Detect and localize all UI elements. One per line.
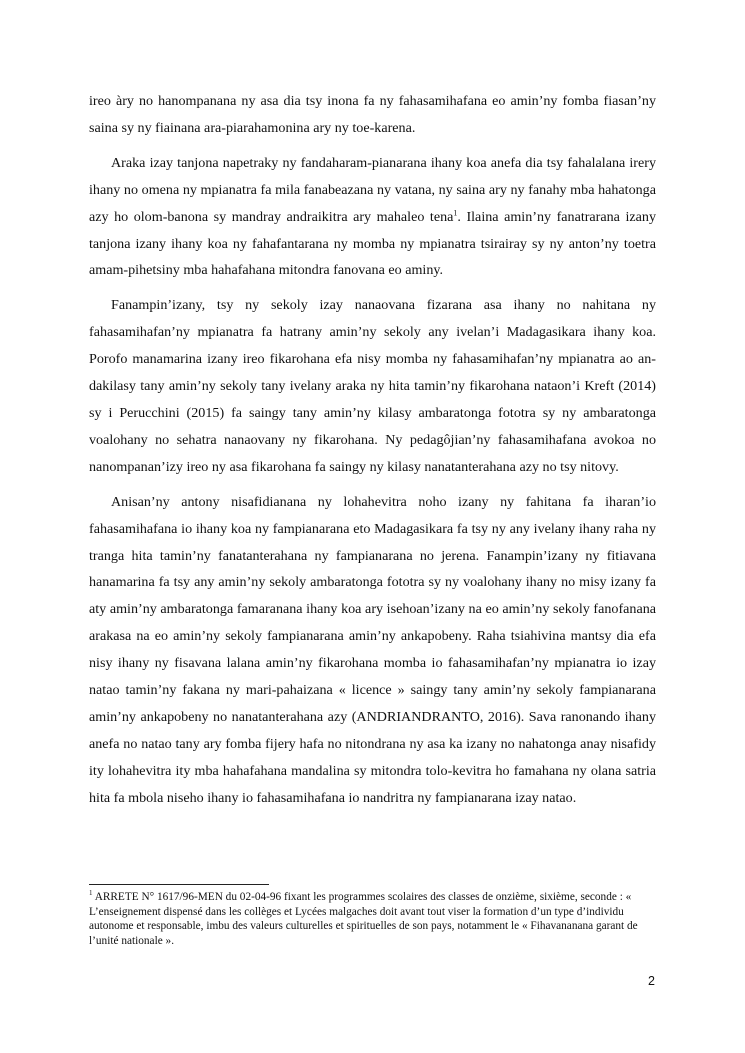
footnote [89,890,656,948]
paragraph-1: ireo àry no hanompanana ny asa dia tsy inona fa ny fahasamihafana eo amin’ny fomba fiasan’ny saina sy ny fiainana ara-piarahamonina ary ny toe-karena. [89,93,656,136]
footnote-marker: 1 [89,889,93,898]
paragraph-2-text-end: . Ilaina amin’ny fanatrarana izany tanjona izany ihany koa ny fahafantarana ny momba ny mpianatra tsirairay sy ny anton’ny toetra amam-pihetsiny mba hahafahana mitondra fanovana eo aminy. [89,208,656,279]
footnote-text: ARRETE N° 1617/96-MEN du 02-04-96 fixant les programmes scolaires des classes de onzième, sixième, seconde : « L’enseignement dispensé dans les collèges et Lycées malgaches doit avant tout viser la formation d’un type d’individu autonome et responsable, imbu des valeurs culturelles et spirituelles de son pays, notamment le « Fihavananana garant de l’unité nationale ». [89,891,638,947]
body-text [89,88,656,820]
footnote-separator [89,884,269,885]
paragraph-3: Fanampin’izany, tsy ny sekoly izay nanaovana fizarana asa ihany no nahitana ny fahasamihafan’ny mpianatra fa hatrany amin’ny sekoly any ivelan’i Madagasikara ihany koa. Porofo manamarina izany ireo fikarohana efa nisy momba ny fahasamihafan’ny mpianatra ao an-dakilasy tany amin’ny sekoly tany ivelany araka ny hita tamin’ny fikarohana nataon’i Kreft (2014) sy i Perucchini (2015) fa saingy tany amin’ny kilasy ambaratonga fototra sy ny ambaratonga voalohany no sehatra nanaovany ny fikarohana. Ny pedagôjian’ny fahasamihafana avokoa no nanompanan’izy ireo ny asa fikarohana fa saingy ny kilasy nanatanterahana azy no tsy nitovy. [89,297,656,475]
paragraph-2 [89,150,656,285]
page-number: 2 [648,974,655,988]
footnote-reference[interactable]: 1 [453,207,458,217]
paragraph-2-text-start: Araka izay tanjona napetraky ny fandaharam-pianarana ihany koa anefa dia tsy fahalalana irery ihany no omena ny mpianatra fa mila fanabeazana ny vatana, ny saina ary ny fanahy mba hahatonga azy ho olom-banona sy mandray andraikitra ary mahaleo tena [89,154,656,225]
paragraph-4: Anisan’ny antony nisafidianana ny lohahevitra noho izany ny fahitana fa iharan’io fahasamihafana io ihany koa ny fampianarana eto Madagasikara fa tsy ny any ivelany ihany raha ny tranga hita tamin’ny fanatanterahana ny fampianarana no jerena. Fanampin’izany ny fitiavana hanamarina fa tsy any amin’ny sekoly ambaratonga fototra sy ny voalohany ihany no misy izany fa aty amin’ny ambaratonga famaranana ihany koa ary isehoan’izany na eo amin’ny sekoly fanofanana arakasa na eo amin’ny sekoly fampianarana amin’ny ankapobeny. Raha tsiahivina mantsy dia efa nisy ihany ny fisavana lalana amin’ny fikarohana momba io fahasamihafan’ny mpianatra io izay natao tamin’ny fakana ny mari-pahaizana « licence » saingy tany amin’ny sekoly fampianarana amin’ny ankapobeny no nanatanterahana azy (ANDRIANDRANTO, 2016). Sava ranonando ihany anefa no natao tany ary fomba fijery hafa no nitondrana ny asa ka izany no nahatonga anay nisafidy ity lohahevitra ity mba hahafahana mandalina sy mitondra tolo-kevitra ho famahana ny olana satria hita fa mbola niseho ihany io fahasamihafana io nandritra ny fampianarana izay natao. [89,493,656,806]
